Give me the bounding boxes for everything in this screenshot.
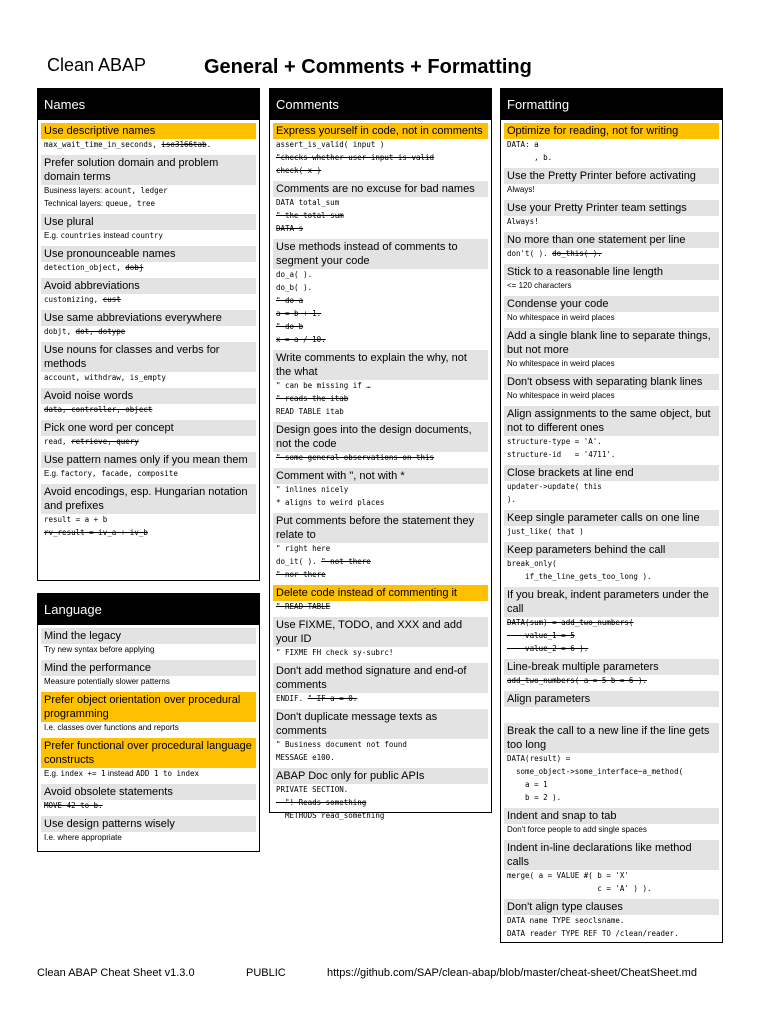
code-text: iso3166tab [161, 140, 207, 149]
rule-item [41, 155, 256, 211]
rule-title: Use plural [41, 214, 256, 230]
code-text: " not there [321, 557, 371, 566]
rule-example [504, 152, 719, 165]
code-text: " FIXME FH check sy-subrc! [276, 648, 394, 657]
example-text: Always! [507, 185, 535, 194]
rule-example [273, 152, 488, 165]
rule-item [504, 168, 719, 197]
code-text: value_2 = 6 ). [507, 644, 589, 653]
rule-title: Use design patterns wisely [41, 816, 256, 832]
code-text: acount, ledger [104, 186, 168, 195]
rule-example [504, 870, 719, 883]
rule-example [41, 644, 256, 657]
language-list [38, 628, 259, 845]
rule-title: Use your Pretty Printer team settings [504, 200, 719, 216]
rule-title: Add a single blank line to separate things, but not more [504, 328, 719, 358]
rule-example [41, 294, 256, 307]
rule-title: Don't add method signature and end-of comments [273, 663, 488, 693]
code-text: if_the_line_gets_too_long ). [507, 572, 652, 581]
formatting-list [501, 123, 722, 941]
code-text: add_two_numbers( a = 5 b = 6 ). [507, 676, 647, 685]
rule-example [504, 494, 719, 507]
rule-item [41, 420, 256, 449]
rule-title: Avoid abbreviations [41, 278, 256, 294]
rule-example [273, 810, 488, 823]
formatting-title: Formatting [507, 97, 570, 112]
rule-title: Use pronounceable names [41, 246, 256, 262]
rule-example [273, 406, 488, 419]
rule-item [504, 328, 719, 371]
code-text: value_1 = 5 [507, 631, 575, 640]
example-text: No whitespace in weird places [507, 359, 615, 368]
rule-item [273, 768, 488, 823]
rule-item [273, 422, 488, 465]
code-text: " the total sum [276, 211, 344, 220]
rule-item [504, 123, 719, 165]
code-text: , b. [507, 153, 553, 162]
code-text: do_it( ). [276, 557, 322, 566]
code-text: just_like( that ) [507, 527, 584, 536]
rule-item [504, 808, 719, 837]
rule-example [504, 571, 719, 584]
rule-title: If you break, indent parameters under the call [504, 587, 719, 617]
rule-item [273, 585, 488, 614]
example-text: I.e. where appropriate [44, 833, 122, 842]
rule-example [273, 210, 488, 223]
code-text: DATA(sum) = add_two_numbers( [507, 618, 634, 627]
code-text: DATA name TYPE seoclsname. [507, 916, 625, 925]
footer-version: Clean ABAP Cheat Sheet v1.3.0 [37, 967, 195, 979]
code-text: updater->update( this [507, 482, 602, 491]
code-text: assert_is_valid( input ) [276, 140, 385, 149]
rule-example [41, 185, 256, 198]
rule-example [273, 556, 488, 569]
rule-example [504, 526, 719, 539]
rule-item [273, 617, 488, 660]
code-text: a = b + 1. [276, 309, 322, 318]
code-text: DATA total_sum [276, 198, 340, 207]
code-text: customizing, [44, 295, 103, 304]
names-header [38, 89, 259, 120]
rule-item [504, 465, 719, 507]
rule-title: Stick to a reasonable line length [504, 264, 719, 280]
example-text: E.g. [44, 769, 61, 778]
rule-item [504, 691, 719, 720]
rule-example [504, 312, 719, 325]
rule-example [504, 481, 719, 494]
language-header [38, 594, 259, 625]
rule-example [504, 390, 719, 403]
rule-example [504, 766, 719, 779]
code-text: dot, dotype [75, 327, 126, 336]
rule-item [504, 200, 719, 229]
rule-example [273, 197, 488, 210]
example-text: E.g. [44, 231, 61, 240]
footer-classification: PUBLIC [246, 967, 286, 979]
rule-example [504, 449, 719, 462]
rule-example [41, 139, 256, 152]
code-text: "! Reads something [276, 798, 367, 807]
rule-example [504, 630, 719, 643]
code-text: . [206, 140, 212, 149]
code-text: max_wait_time_in_seconds, [44, 140, 162, 149]
rule-title: Align assignments to the same object, but not to different ones [504, 406, 719, 436]
rule-title: Use descriptive names [41, 123, 256, 139]
code-text: don't( ). [507, 249, 553, 258]
code-text: a = 1 [507, 780, 548, 789]
code-text: dobjt, [44, 327, 76, 336]
rule-title: Use the Pretty Printer before activating [504, 168, 719, 184]
code-text: dobj [125, 263, 144, 272]
rule-item [41, 660, 256, 689]
rule-item [41, 310, 256, 339]
rule-example [504, 184, 719, 197]
rule-title: Indent and snap to tab [504, 808, 719, 824]
rule-example [504, 915, 719, 928]
rule-example [273, 139, 488, 152]
rule-item [41, 784, 256, 813]
rule-example [504, 436, 719, 449]
rule-example [41, 722, 256, 735]
code-text: some_object->some_interface~a_method( [507, 767, 684, 776]
rule-example [41, 230, 256, 243]
code-text: DATA(result) = [507, 754, 571, 763]
comments-section [269, 88, 492, 820]
example-text: No whitespace in weird places [507, 313, 615, 322]
code-text: " READ TABLE [276, 602, 331, 611]
code-text: rv_result = iv_a + iv_b [44, 528, 148, 537]
rule-title: Condense your code [504, 296, 719, 312]
rule-item [41, 738, 256, 781]
code-text: cust [102, 295, 121, 304]
rule-title: Write comments to explain the why, not the what [273, 350, 488, 380]
rule-title: Comment with ", not with * [273, 468, 488, 484]
rule-example [504, 280, 719, 293]
code-text: " can be missing if … [276, 381, 371, 390]
rule-example [273, 693, 488, 706]
rule-item [504, 232, 719, 261]
page-title: General + Comments + Formatting [204, 56, 532, 78]
code-text: do_this( ). [552, 249, 602, 258]
code-text: structure-type = 'A'. [507, 437, 602, 446]
code-text: retrieve, query [71, 437, 139, 446]
rule-title: Pick one word per concept [41, 420, 256, 436]
code-text: do_b( ). [276, 283, 313, 292]
rule-item [273, 239, 488, 347]
code-text: structure-id = '4711'. [507, 450, 616, 459]
rule-example [41, 832, 256, 845]
names-list [38, 123, 259, 540]
example-text: instead [105, 769, 136, 778]
code-text: account, withdraw, is_empty [44, 373, 166, 382]
code-text: " nor there [276, 570, 326, 579]
code-text: do_a( ). [276, 270, 313, 279]
rule-example [41, 198, 256, 211]
code-text: b = 2 ). [507, 793, 562, 802]
code-text: DATA: a [507, 140, 539, 149]
code-text: country [131, 231, 163, 240]
comments-list [270, 123, 491, 823]
example-text: Measure potentially slower patterns [44, 677, 170, 686]
rule-item [504, 723, 719, 805]
code-text: DATA s [276, 224, 304, 233]
example-text: Try new syntax before applying [44, 645, 155, 654]
rule-example [273, 223, 488, 236]
rule-example [273, 484, 488, 497]
rule-example [273, 321, 488, 334]
rule-item [273, 350, 488, 419]
cheat-sheet-brand: Clean ABAP [47, 55, 147, 75]
comments-header [270, 89, 491, 120]
rule-example [504, 753, 719, 766]
rule-item [41, 123, 256, 152]
rule-item [504, 406, 719, 462]
code-text: data, controller, object [44, 405, 153, 414]
code-text: countries [60, 231, 102, 240]
rule-example [41, 404, 256, 417]
rule-item [41, 452, 256, 481]
rule-item [41, 816, 256, 845]
code-text: index += 1 [60, 769, 106, 778]
rule-title: Don't obsess with separating blank lines [504, 374, 719, 390]
rule-title: Comments are no excuse for bad names [273, 181, 488, 197]
rule-title: Design goes into the design documents, not the code [273, 422, 488, 452]
rule-title: Use FIXME, TODO, and XXX and add your ID [273, 617, 488, 647]
code-text: check( x ) [276, 166, 322, 175]
rule-example [273, 647, 488, 660]
rule-title: Close brackets at line end [504, 465, 719, 481]
rule-item [273, 181, 488, 236]
example-text: No whitespace in weird places [507, 391, 615, 400]
rule-example [41, 262, 256, 275]
rule-title: Indent in-line declarations like method calls [504, 840, 719, 870]
rule-example [273, 601, 488, 614]
rule-item [273, 663, 488, 706]
rule-title: Prefer functional over procedural language constructs [41, 738, 256, 768]
code-text: " inlines nicely [276, 485, 349, 494]
rule-item [273, 123, 488, 178]
rule-title: Mind the performance [41, 660, 256, 676]
code-text: factory, facade, composite [60, 469, 178, 478]
rule-example [41, 800, 256, 813]
rule-example [273, 569, 488, 582]
rule-example [504, 675, 719, 688]
rule-item [504, 374, 719, 403]
rule-title: Avoid noise words [41, 388, 256, 404]
code-text: ENDIF. [276, 694, 308, 703]
rule-item [504, 587, 719, 656]
rule-title: Optimize for reading, not for writing [504, 123, 719, 139]
footer-link[interactable]: https://github.com/SAP/clean-abap/blob/master/cheat-sheet/CheatSheet.md [327, 967, 697, 979]
rule-example [504, 558, 719, 571]
code-text: merge( a = VALUE #( b = 'X' [507, 871, 629, 880]
rule-example [41, 326, 256, 339]
code-text: " right here [276, 544, 331, 553]
example-text: I.e. classes over functions and reports [44, 723, 179, 732]
rule-example [273, 269, 488, 282]
rule-item [273, 709, 488, 765]
code-text: " reads the itab [276, 394, 349, 403]
code-text: " do b [276, 322, 304, 331]
example-text: Business layers: [44, 186, 105, 195]
rule-item [41, 628, 256, 657]
rule-example [273, 334, 488, 347]
formatting-header [501, 89, 722, 120]
code-text: MOVE 42 to b. [44, 801, 103, 810]
names-title: Names [44, 97, 86, 112]
rule-example [41, 676, 256, 689]
rule-item [41, 388, 256, 417]
rule-example [273, 308, 488, 321]
rule-example [273, 393, 488, 406]
code-text: ADD 1 to index [135, 769, 200, 778]
rule-item [273, 468, 488, 510]
rule-item [41, 342, 256, 385]
rule-example [504, 707, 719, 720]
rule-example [41, 372, 256, 385]
code-text: " Business document not found [276, 740, 407, 749]
example-text: Don't force people to add single spaces [507, 825, 647, 834]
rule-title: Avoid obsolete statements [41, 784, 256, 800]
rule-title: Delete code instead of commenting it [273, 585, 488, 601]
example-text: <= 120 characters [507, 281, 572, 290]
rule-item [504, 542, 719, 584]
example-text: instead [101, 231, 132, 240]
rule-example [273, 165, 488, 178]
code-text: " IF a = 0. [307, 694, 358, 703]
rule-title: Prefer object orientation over procedural programming [41, 692, 256, 722]
rule-example [504, 824, 719, 837]
rule-item [41, 214, 256, 243]
example-text [507, 708, 509, 717]
rule-example [504, 139, 719, 152]
example-text: Technical layers: [44, 199, 106, 208]
code-text: "checks whether user input is valid [276, 153, 435, 162]
rule-item [41, 246, 256, 275]
rule-title: Use methods instead of comments to segment your code [273, 239, 488, 269]
rule-example [273, 739, 488, 752]
rule-example [504, 928, 719, 941]
rule-item [504, 296, 719, 325]
rule-item [41, 484, 256, 540]
names-section [37, 88, 260, 581]
rule-title: Keep parameters behind the call [504, 542, 719, 558]
rule-example [273, 497, 488, 510]
rule-example [504, 248, 719, 261]
example-text: E.g. [44, 469, 61, 478]
code-text: " do a [276, 296, 304, 305]
rule-example [273, 784, 488, 797]
rule-item [504, 510, 719, 539]
rule-title: Avoid encodings, esp. Hungarian notation and prefixes [41, 484, 256, 514]
rule-example [273, 543, 488, 556]
rule-example [504, 883, 719, 896]
rule-example [41, 436, 256, 449]
rule-example [41, 768, 256, 781]
rule-title: Use same abbreviations everywhere [41, 310, 256, 326]
code-text: Always! [507, 217, 539, 226]
rule-example [273, 380, 488, 393]
rule-title: Break the call to a new line if the line gets too long [504, 723, 719, 753]
rule-title: Line-break multiple parameters [504, 659, 719, 675]
code-text: * aligns to weird places [276, 498, 385, 507]
rule-title: ABAP Doc only for public APIs [273, 768, 488, 784]
code-text: detection_object, [44, 263, 126, 272]
rule-title: Mind the legacy [41, 628, 256, 644]
rule-example [504, 643, 719, 656]
rule-title: No more than one statement per line [504, 232, 719, 248]
rule-example [504, 617, 719, 630]
rule-item [504, 659, 719, 688]
language-title: Language [44, 602, 102, 617]
rule-title: Don't align type clauses [504, 899, 719, 915]
code-text: c = 'A' ) ). [507, 884, 652, 893]
rule-item [504, 264, 719, 293]
rule-example [273, 797, 488, 810]
rule-item [504, 840, 719, 896]
rule-title: Express yourself in code, not in comments [273, 123, 488, 139]
code-text: MESSAGE e100. [276, 753, 335, 762]
code-text: ). [507, 495, 517, 504]
rule-title: Put comments before the statement they relate to [273, 513, 488, 543]
rule-item [504, 899, 719, 941]
rule-example [504, 779, 719, 792]
rule-example [41, 527, 256, 540]
code-text: METHODS read_something [276, 811, 385, 820]
code-text: " some general observations on this [276, 453, 435, 462]
rule-example [273, 295, 488, 308]
rule-title: Align parameters [504, 691, 719, 707]
rule-example [504, 216, 719, 229]
code-text: PRIVATE SECTION. [276, 785, 349, 794]
code-text: result = a + b [44, 515, 108, 524]
formatting-section [500, 88, 723, 943]
code-text: read, [44, 437, 72, 446]
code-text: x = a / 10. [276, 335, 326, 344]
rule-example [504, 792, 719, 805]
rule-item [273, 513, 488, 582]
rule-example [273, 752, 488, 765]
rule-title: Don't duplicate message texts as comments [273, 709, 488, 739]
rule-example [273, 452, 488, 465]
rule-example [504, 358, 719, 371]
code-text: DATA reader TYPE REF TO /clean/reader. [507, 929, 679, 938]
rule-title: Prefer solution domain and problem domain terms [41, 155, 256, 185]
language-section [37, 593, 260, 852]
rule-item [41, 278, 256, 307]
rule-example [41, 514, 256, 527]
code-text: break_only( [507, 559, 557, 568]
comments-title: Comments [276, 97, 339, 112]
rule-title: Use nouns for classes and verbs for methods [41, 342, 256, 372]
rule-title: Keep single parameter calls on one line [504, 510, 719, 526]
rule-example [273, 282, 488, 295]
rule-title: Use pattern names only if you mean them [41, 452, 256, 468]
rule-example [41, 468, 256, 481]
code-text: queue, tree [105, 199, 156, 208]
rule-item [41, 692, 256, 735]
code-text: READ TABLE itab [276, 407, 344, 416]
